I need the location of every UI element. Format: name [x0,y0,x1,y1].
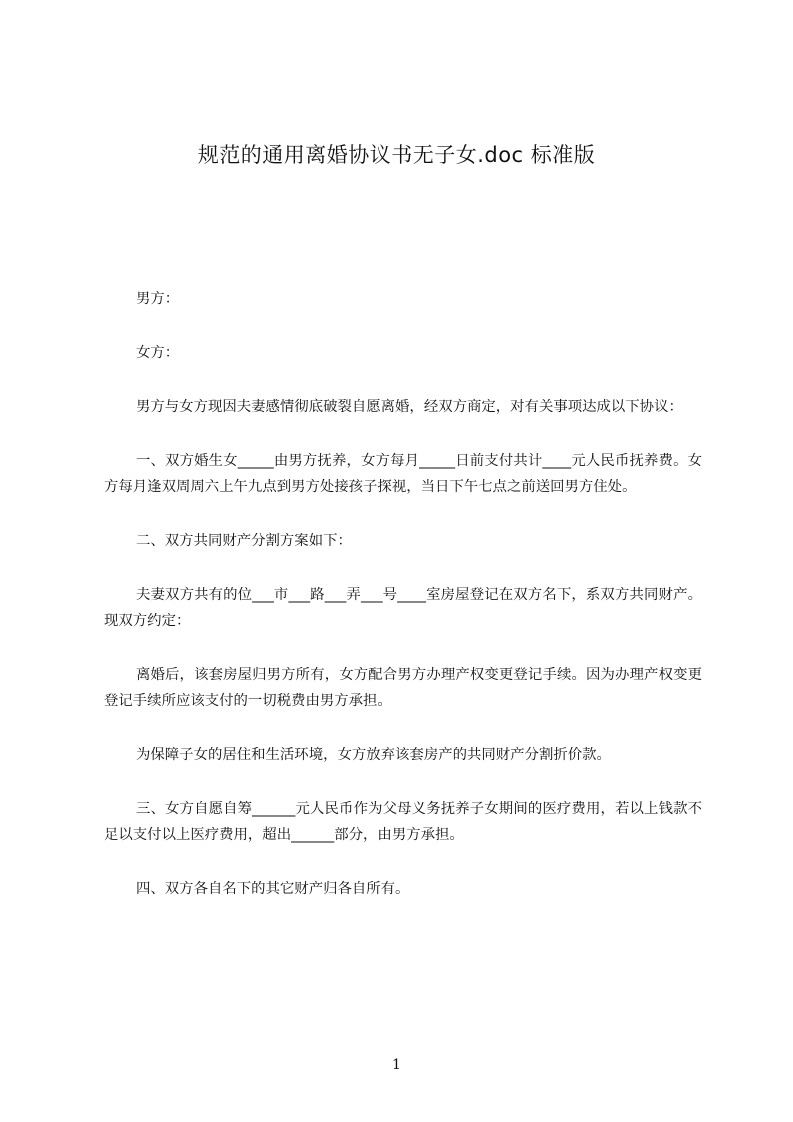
paragraph-clause-4-other-property: 四、双方各自名下的其它财产归各自所有。 [136,881,410,897]
paragraph-male-party: 男方： [136,291,180,307]
document-body [104,286,702,930]
page-number: 1 [392,1057,401,1073]
paragraph-preamble: 男方与女方现因夫妻感情彻底破裂自愿离婚，经双方商定，对有关事项达成以下协议： [136,399,683,415]
paragraph-clause-2-heading: 二、双方共同财产分割方案如下： [136,533,352,549]
paragraph-female-party: 女方： [136,345,180,361]
paragraph-clause-3-medical: 三、女方自愿自筹______元人民币作为父母义务抚养子女期间的医疗费用，若以上钱款不足以支付以上医疗费用，超出______部分，由男方承担。 [104,801,702,843]
paragraph-clause-1-child: 一、双方婚生女_____由男方抚养，女方每月_____日前支付共计____元人民币抚养费。女方每月逢双周周六上午九点到男方处接孩子探视，当日下午七点之前送回男方住处。 [104,453,702,495]
paragraph-property-description: 夫妻双方共有的位___市___路___弄___号____室房屋登记在双方名下，系双方共同财产。现双方约定： [104,587,702,629]
paragraph-property-after-divorce: 离婚后，该套房屋归男方所有，女方配合男方办理产权变更登记手续。因为办理产权变更登记手续所应该支付的一切税费由男方承担。 [104,667,702,709]
document-title: 规范的通用离婚协议书无子女.doc 标准版 [197,143,596,167]
paragraph-property-waiver: 为保障子女的居住和生活环境，女方放弃该套房产的共同财产分割折价款。 [136,747,611,763]
